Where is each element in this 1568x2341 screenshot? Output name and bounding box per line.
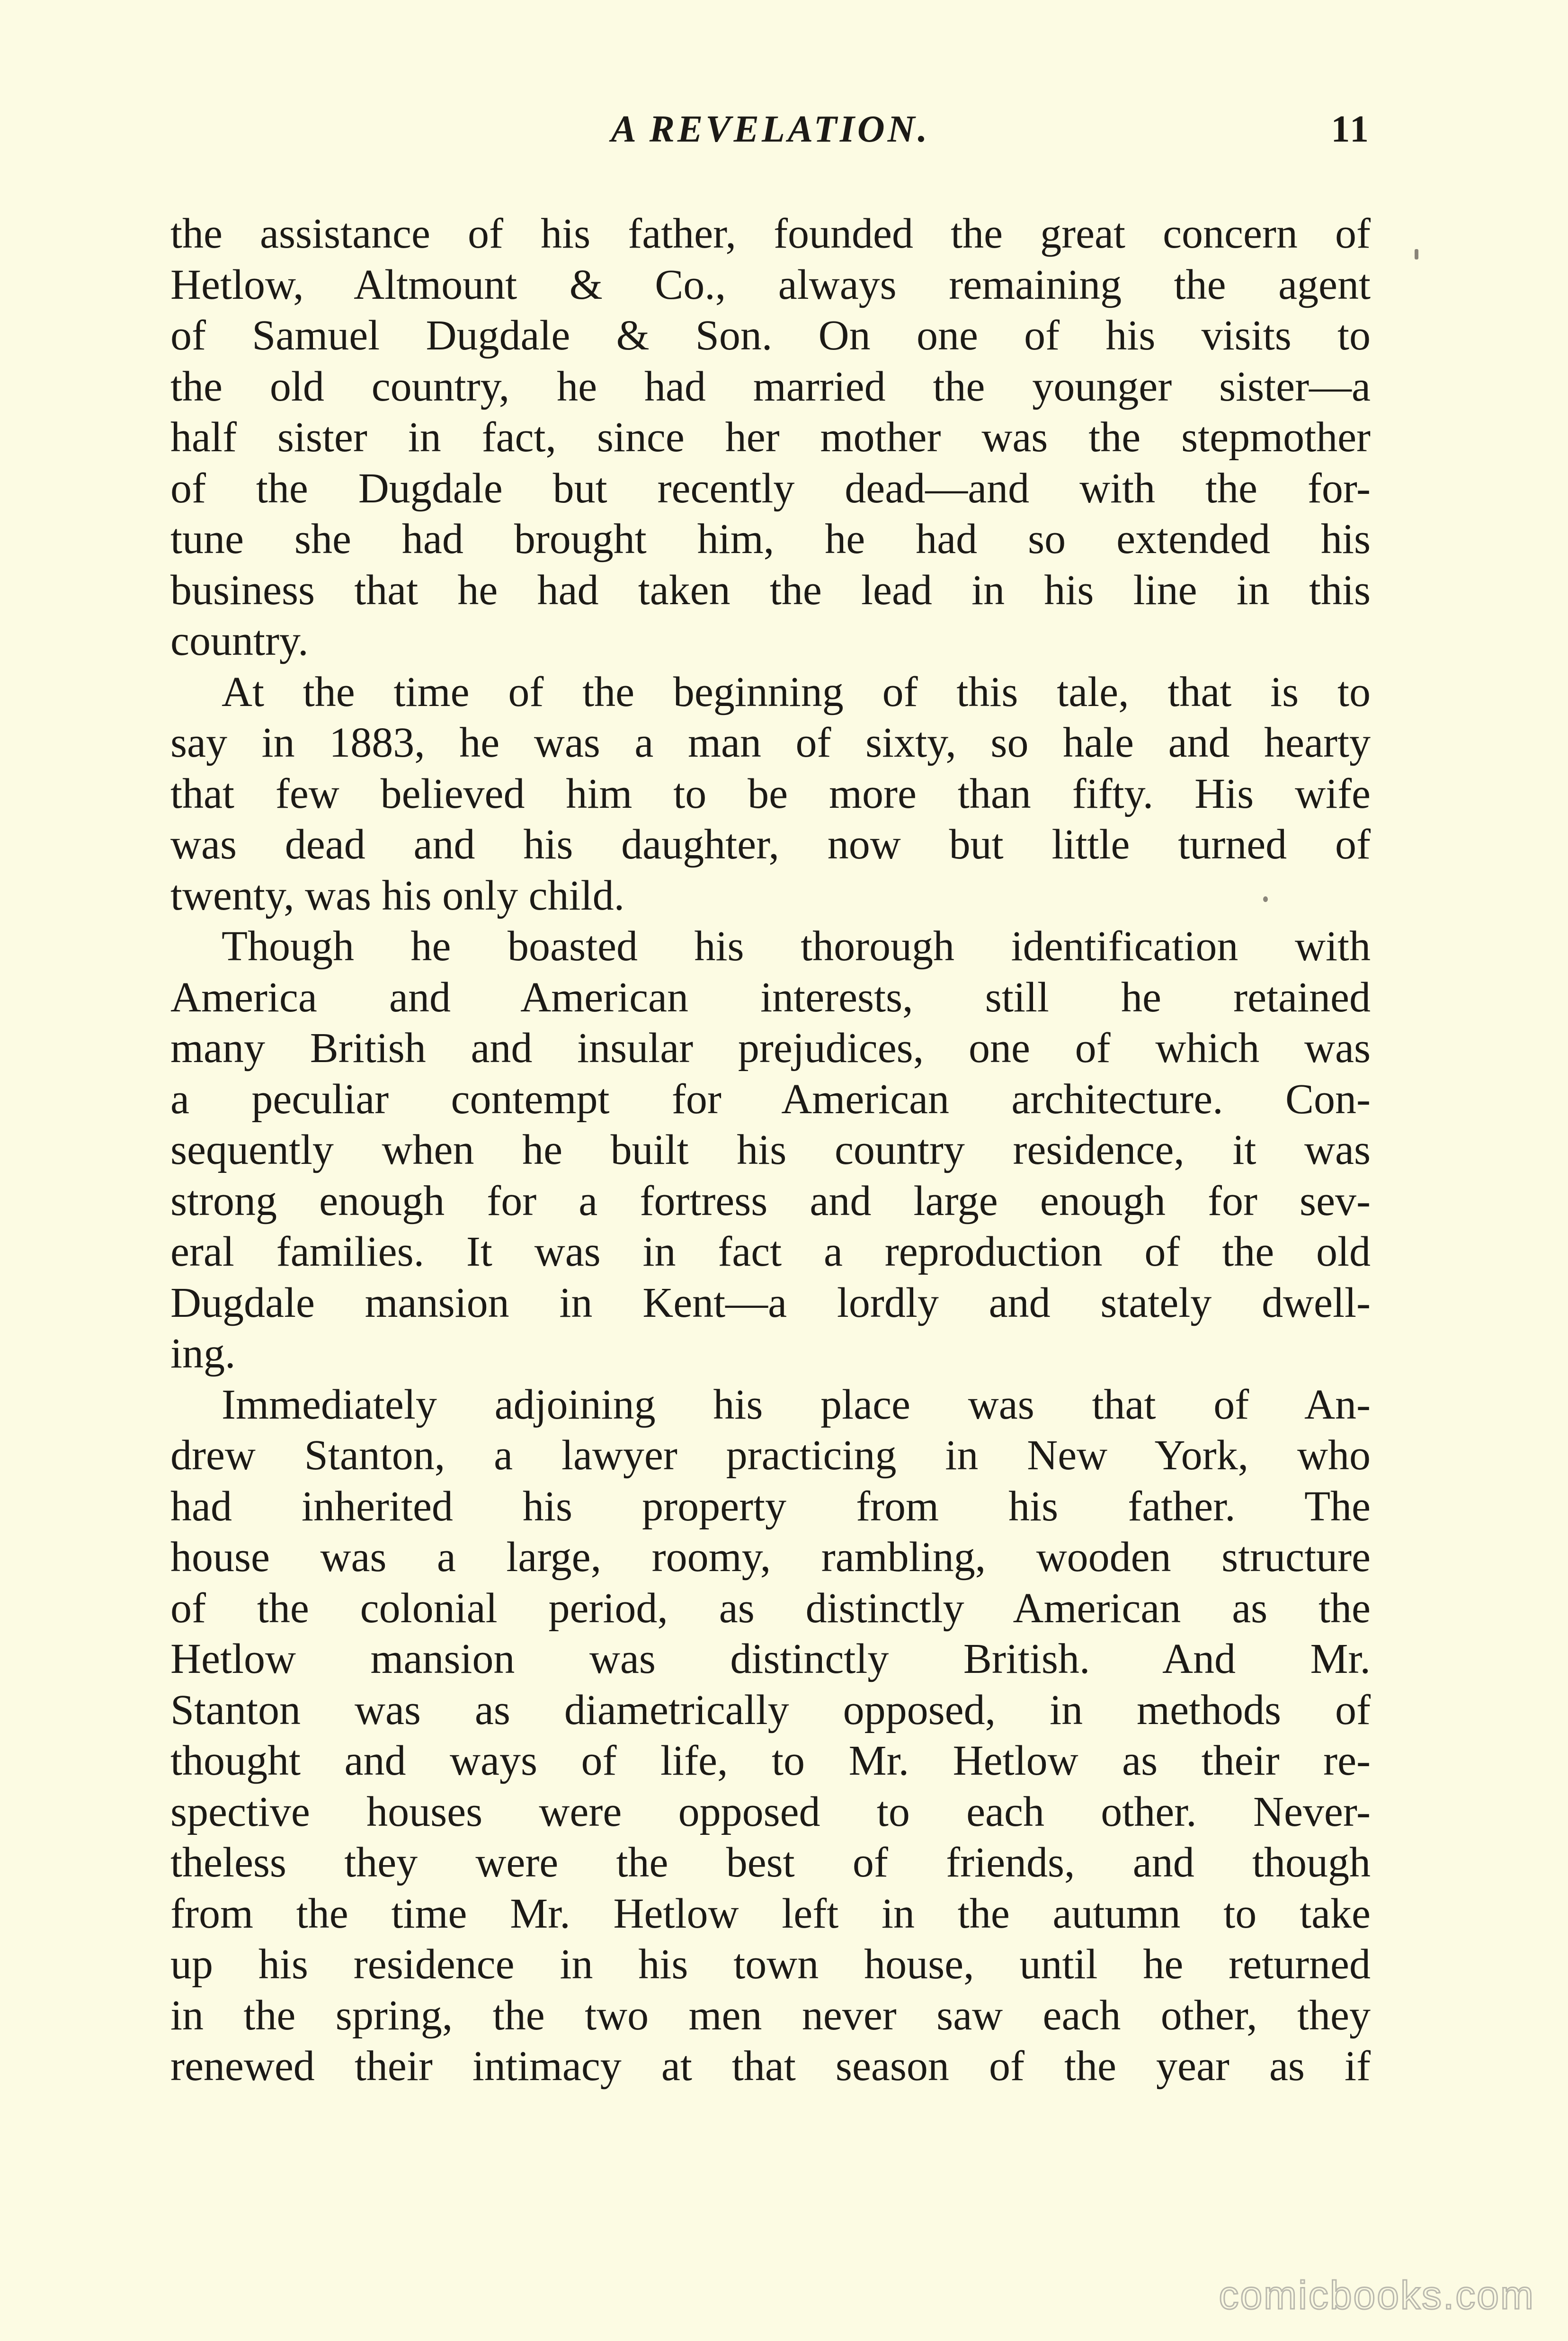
text-line: twenty, was his only child.	[170, 872, 625, 919]
text-line: At the time of the beginning of this tale, that is to	[222, 668, 1371, 715]
text-line: say in 1883, he was a man of sixty, so hale and hearty	[170, 719, 1371, 766]
ink-speck	[1415, 249, 1418, 259]
text-line: Hetlow mansion was distinctly British. And Mr.	[170, 1635, 1371, 1682]
text-line: of the Dugdale but recently dead—and with the for-	[170, 465, 1371, 512]
page-number: 11	[1331, 108, 1371, 150]
text-line: up his residence in his town house, until he returned	[170, 1941, 1371, 1988]
text-line: the assistance of his father, founded the great concern of	[170, 210, 1371, 257]
text-line: Though he boasted his thorough identification with	[222, 923, 1371, 970]
text-line: of the colonial period, as distinctly American as the	[170, 1584, 1371, 1632]
text-line: Immediately adjoining his place was that of An-	[222, 1381, 1371, 1428]
text-line: America and American interests, still he retained	[170, 974, 1371, 1021]
text-line: had inherited his property from his father. The	[170, 1483, 1371, 1530]
running-head	[170, 108, 1371, 165]
text-line: house was a large, roomy, rambling, wooden structure	[170, 1534, 1371, 1581]
text-line: thought and ways of life, to Mr. Hetlow as their re-	[170, 1737, 1371, 1784]
text-line: the old country, he had married the younger sister—a	[170, 363, 1371, 410]
text-line: ing.	[170, 1330, 236, 1377]
text-line: Hetlow, Altmount & Co., always remaining the agent	[170, 261, 1371, 308]
text-line: Stanton was as diametrically opposed, in methods of	[170, 1686, 1371, 1733]
ink-speck	[1263, 896, 1268, 902]
text-line: a peculiar contempt for American architecture. Con-	[170, 1075, 1371, 1123]
text-line: theless they were the best of friends, and though	[170, 1839, 1371, 1886]
text-line: country.	[170, 617, 309, 664]
text-line: renewed their intimacy at that season of the year as if	[170, 2043, 1371, 2090]
text-line: in the spring, the two men never saw each other, they	[170, 1992, 1371, 2039]
text-line: half sister in fact, since her mother was the stepmother	[170, 414, 1371, 461]
text-line: that few believed him to be more than fifty. His wife	[170, 770, 1371, 817]
text-line: strong enough for a fortress and large enough for sev-	[170, 1177, 1371, 1224]
text-line: eral families. It was in fact a reproduction of the old	[170, 1228, 1371, 1275]
text-line: spective houses were opposed to each other. Never-	[170, 1788, 1371, 1835]
text-line: sequently when he built his country residence, it was	[170, 1126, 1371, 1173]
text-line: Dugdale mansion in Kent—a lordly and stately dwell-	[170, 1279, 1371, 1326]
text-line: tune she had brought him, he had so extended his	[170, 516, 1371, 563]
text-line: many British and insular prejudices, one of which was	[170, 1025, 1371, 1072]
text-line: drew Stanton, a lawyer practicing in New York, who	[170, 1432, 1371, 1479]
body-text	[170, 208, 1371, 2092]
text-line: business that he had taken the lead in his line in this	[170, 566, 1371, 614]
text-line: was dead and his daughter, now but little turned of	[170, 821, 1371, 868]
watermark-logo: comicbooks.com	[1219, 2273, 1535, 2317]
text-line: of Samuel Dugdale & Son. On one of his visits to	[170, 312, 1371, 359]
text-line: from the time Mr. Hetlow left in the autumn to take	[170, 1890, 1371, 1937]
running-title: A REVELATION.	[611, 108, 930, 150]
